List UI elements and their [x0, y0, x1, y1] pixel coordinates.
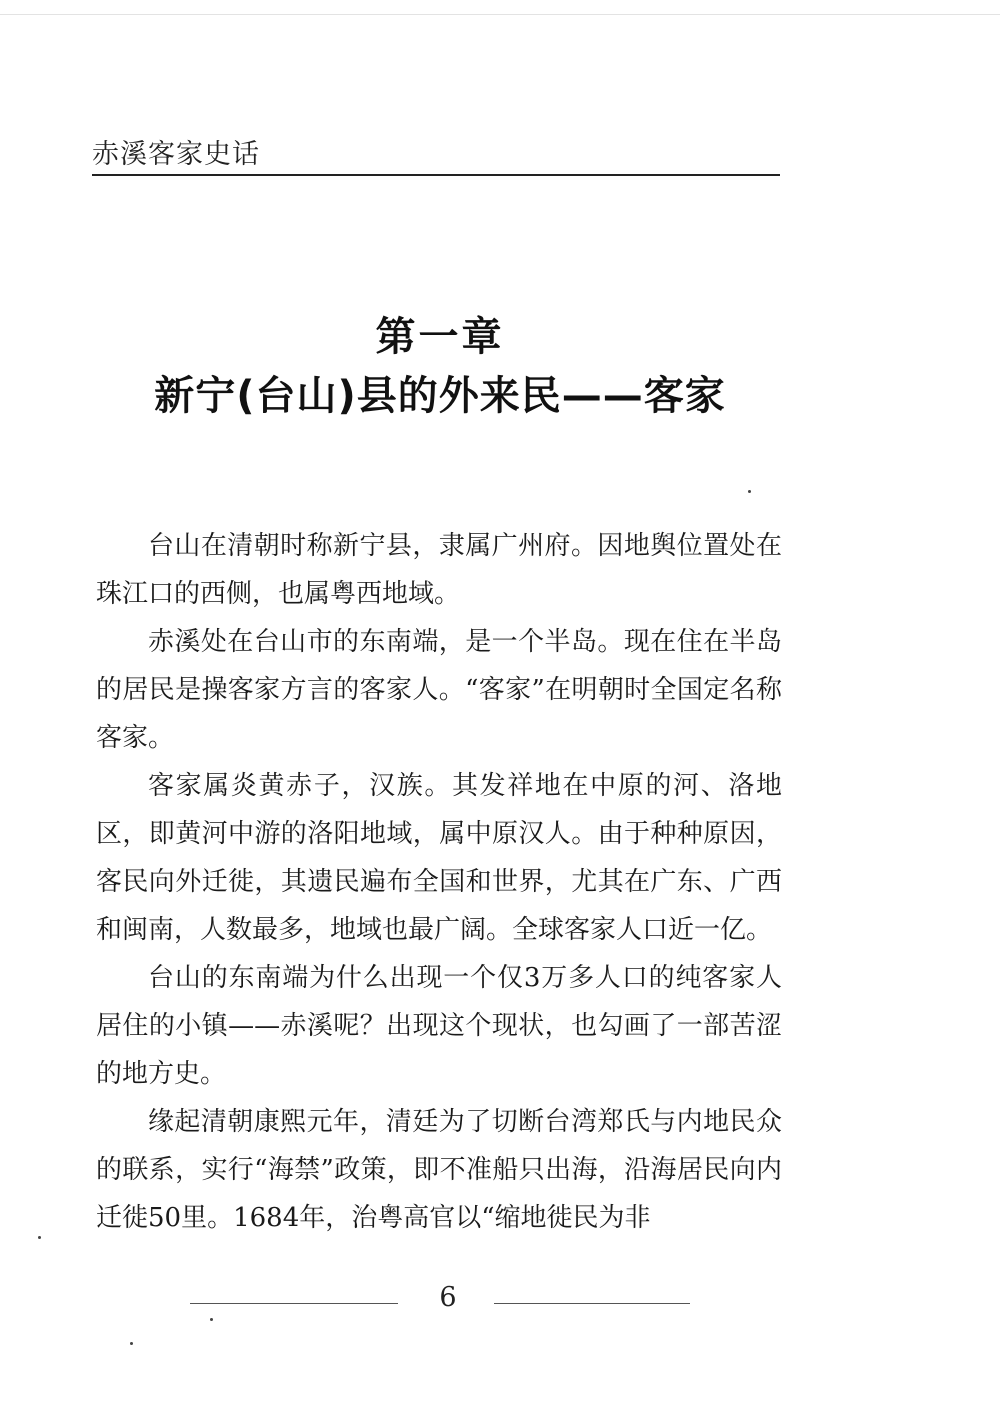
scan-speck: [748, 490, 751, 493]
footer-rule-right: [494, 1303, 690, 1304]
scan-edge-line: [0, 14, 1000, 15]
paragraph-2: 赤溪处在台山市的东南端，是一个半岛。现在住在半岛的居民是操客家方言的客家人。“客家”在明朝时全国定名称客家。: [96, 627, 782, 753]
scan-speck: [130, 1342, 133, 1345]
paragraph-1: 台山在清朝时称新宁县，隶属广州府。因地舆位置处在珠江口的西侧，也属粤西地域。: [96, 531, 782, 609]
running-header: [92, 132, 780, 180]
paragraph-3: 客家属炎黄赤子，汉族。其发祥地在中原的河、洛地区，即黄河中游的洛阳地域，属中原汉人。由于种种原因，客民向外迁徙，其遗民遍布全国和世界，尤其在广东、广西和闽南，人数最多，地域也最广阔。全球客家人口近一亿。: [96, 771, 782, 945]
chapter-title: 新宁(台山)县的外来民——客家: [154, 373, 726, 419]
book-title: 赤溪客家史话: [92, 139, 260, 170]
page-number: 6: [439, 1282, 457, 1313]
chapter-number: 第一章: [375, 314, 505, 360]
scan-speck: [210, 1318, 213, 1321]
page-footer: [190, 1282, 690, 1322]
footer-rule-left: [190, 1303, 398, 1304]
header-rule: [92, 174, 780, 176]
body-text: [96, 522, 782, 1242]
paragraph-4: 台山的东南端为什么出现一个仅3万多人口的纯客家人居住的小镇——赤溪呢？出现这个现状，也勾画了一部苦涩的地方史。: [96, 963, 782, 1089]
scan-speck: [38, 1236, 41, 1239]
paragraph-5: 缘起清朝康熙元年，清廷为了切断台湾郑氏与内地民众的联系，实行“海禁”政策，即不准船只出海，沿海居民向内迁徙50里。1684年，治粤高官以“缩地徙民为非: [96, 1107, 782, 1233]
